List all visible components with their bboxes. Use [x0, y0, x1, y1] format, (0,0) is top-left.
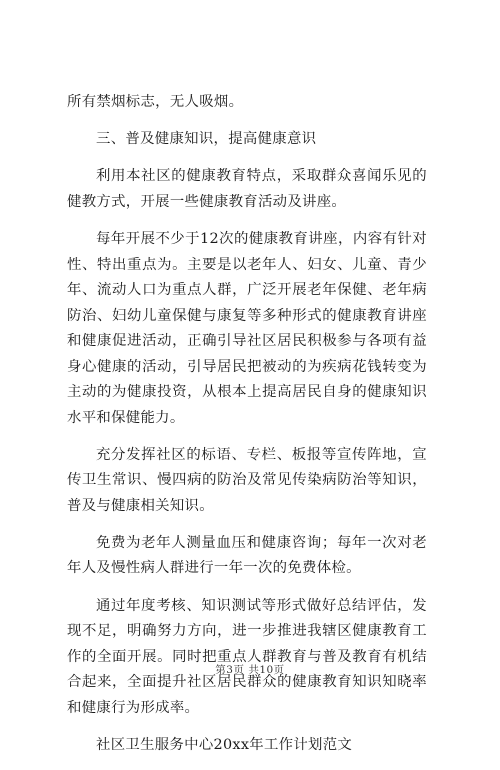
paragraph: 免费为老年人测量血压和健康咨询；每年一次对老年人及慢性病人群进行一年一次的免费体检。: [67, 534, 427, 577]
page-number-footer: 第3页 共10页: [215, 664, 285, 676]
paragraph: 通过年度考核、知识测试等形式做好总结评估，发现不足，明确努力方向，进一步推进我辖区健康教育工作的全面开展。同时把重点人群教育与普及教育有机结合起来，全面提升社区居民群众的健康教育知识知晓率和健康行为形成率。: [67, 597, 427, 716]
paragraph: 利用本社区的健康教育特点，采取群众喜闻乐见的健教方式，开展一些健康教育活动及讲座。: [67, 168, 427, 210]
section-heading: 三、普及健康知识，提高健康意识: [96, 131, 317, 148]
paragraph: 每年开展不少于12次的健康教育讲座，内容有针对性、特出重点为。主要是以老年人、妇女、儿童、青少年、流动人口为重点人群，广泛开展老年保健、老年病防治、妇幼儿童保健与康复等多种形式的健康教育讲座和健康促进活动，正确引导社区居民积极参与各项有益身心健康的活动，引导居民把被动的为疾病花钱转变为主动的为健康投资，从根本上提高居民自身的健康知识水平和保健能力。: [67, 231, 427, 426]
document-title-line: 社区卫生服务中心20xx年工作计划范文: [96, 736, 353, 753]
paragraph: 充分发挥社区的标语、专栏、板报等宣传阵地，宣传卫生常识、慢四病的防治及常见传染病防治等知识，普及与健康相关知识。: [67, 446, 427, 514]
paragraph-continuation: 所有禁烟标志，无人吸烟。: [67, 94, 244, 110]
